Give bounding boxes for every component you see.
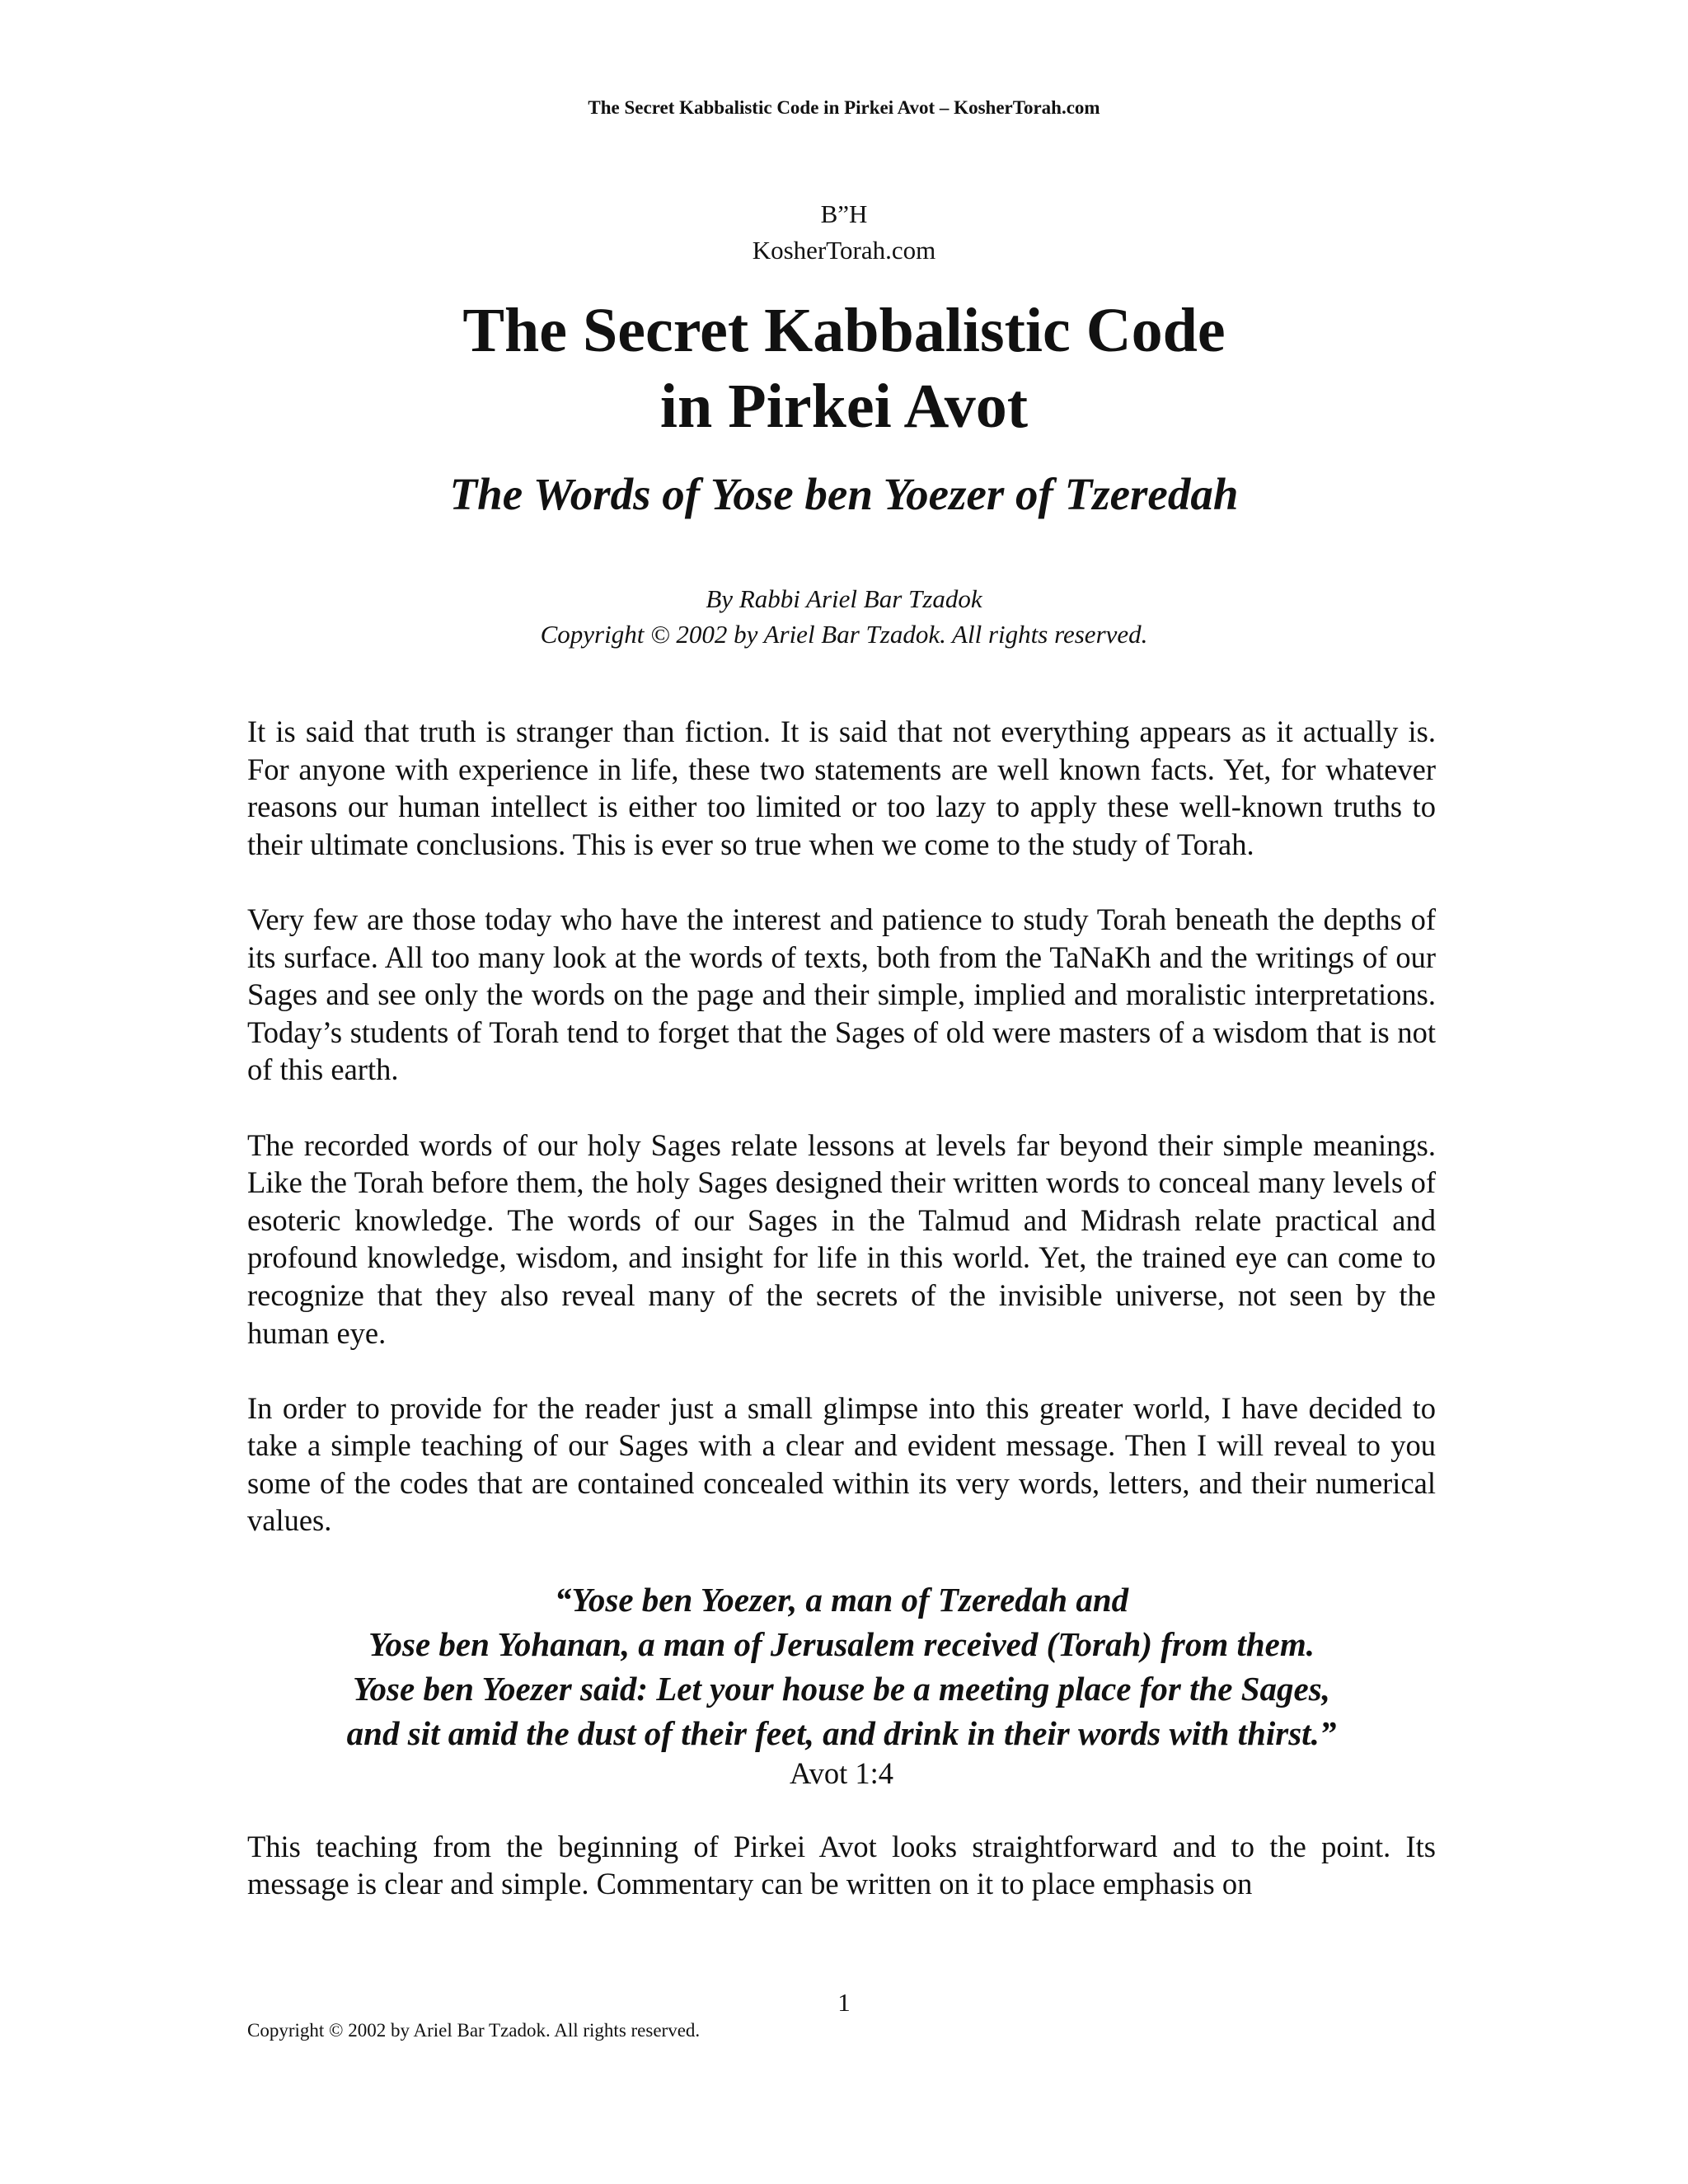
page-title xyxy=(0,293,1688,444)
quote-line-3: Yose ben Yoezer said: Let your house be a meeting place for the Sages, xyxy=(353,1669,1330,1708)
paragraph-5: This teaching from the beginning of Pirkei Avot looks straightforward and to the point. Its message is clear and simple. Commentary can be written on it to place emphasis on xyxy=(247,1829,1436,1901)
page-subtitle: The Words of Yose ben Yoezer of Tzeredah xyxy=(449,469,1239,519)
body-text xyxy=(247,713,1436,1940)
bh-mark: B”H xyxy=(820,199,868,228)
site-name: KosherTorah.com xyxy=(752,236,936,265)
paragraph-3: The recorded words of our holy Sages relate lessons at levels far beyond their simple meanings. Like the Torah before them, the holy Sages designed their written words to conceal many levels of esoteric knowledge. The words of our Sages in the Talmud and Midrash relate practical and profound knowledge, wisdom, and insight for life in this world. Yet, the trained eye can come to recognize that they also reveal many of the secrets of the invisible universe, not seen by the human eye. xyxy=(247,1127,1436,1350)
top-block xyxy=(0,196,1688,269)
running-header: The Secret Kabbalistic Code in Pirkei Avot – KosherTorah.com xyxy=(588,97,1100,118)
quote-line-4: and sit amid the dust of their feet, and drink in their words with thirst.” xyxy=(346,1713,1337,1752)
quote-line-1: “Yose ben Yoezer, a man of Tzeredah and xyxy=(554,1580,1129,1619)
page-number: 1 xyxy=(837,1988,851,2017)
author-line: By Rabbi Ariel Bar Tzadok xyxy=(706,584,982,613)
footer-copyright: Copyright © 2002 by Ariel Bar Tzadok. All rights reserved. xyxy=(247,2020,701,2041)
paragraph-2: Very few are those today who have the interest and patience to study Torah beneath the depths of its surface. All too many look at the words of texts, both from the TaNaKh and the writings of our Sages and see only the words on the page and their simple, implied and moralistic interpretations. Today’s students of Torah tend to forget that the Sages of old were masters of a wisdom that is not of this earth. xyxy=(247,902,1436,1087)
quote-source: Avot 1:4 xyxy=(789,1755,894,1790)
byline xyxy=(0,581,1688,652)
quote-line-2: Yose ben Yohanan, a man of Jerusalem received (Torah) from them. xyxy=(368,1624,1315,1663)
block-quote xyxy=(247,1577,1436,1792)
title-line-1: The Secret Kabbalistic Code xyxy=(462,296,1226,365)
title-line-2: in Pirkei Avot xyxy=(659,372,1029,441)
paragraph-1: It is said that truth is stranger than fiction. It is said that not everything appears as it actually is. For anyone with experience in life, these two statements are well known facts. Yet, for whatever reasons our human intellect is either too limited or too lazy to apply these well-known truths to their ultimate conclusions. This is ever so true when we come to the study of Torah. xyxy=(247,715,1436,861)
copyright-line: Copyright © 2002 by Ariel Bar Tzadok. All rights reserved. xyxy=(540,620,1148,649)
paragraph-4: In order to provide for the reader just a small glimpse into this greater world, I have decided to take a simple teaching of our Sages with a clear and evident message. Then I will reveal to you some of the codes that are contained concealed within its very words, letters, and their numerical values. xyxy=(247,1390,1436,1538)
